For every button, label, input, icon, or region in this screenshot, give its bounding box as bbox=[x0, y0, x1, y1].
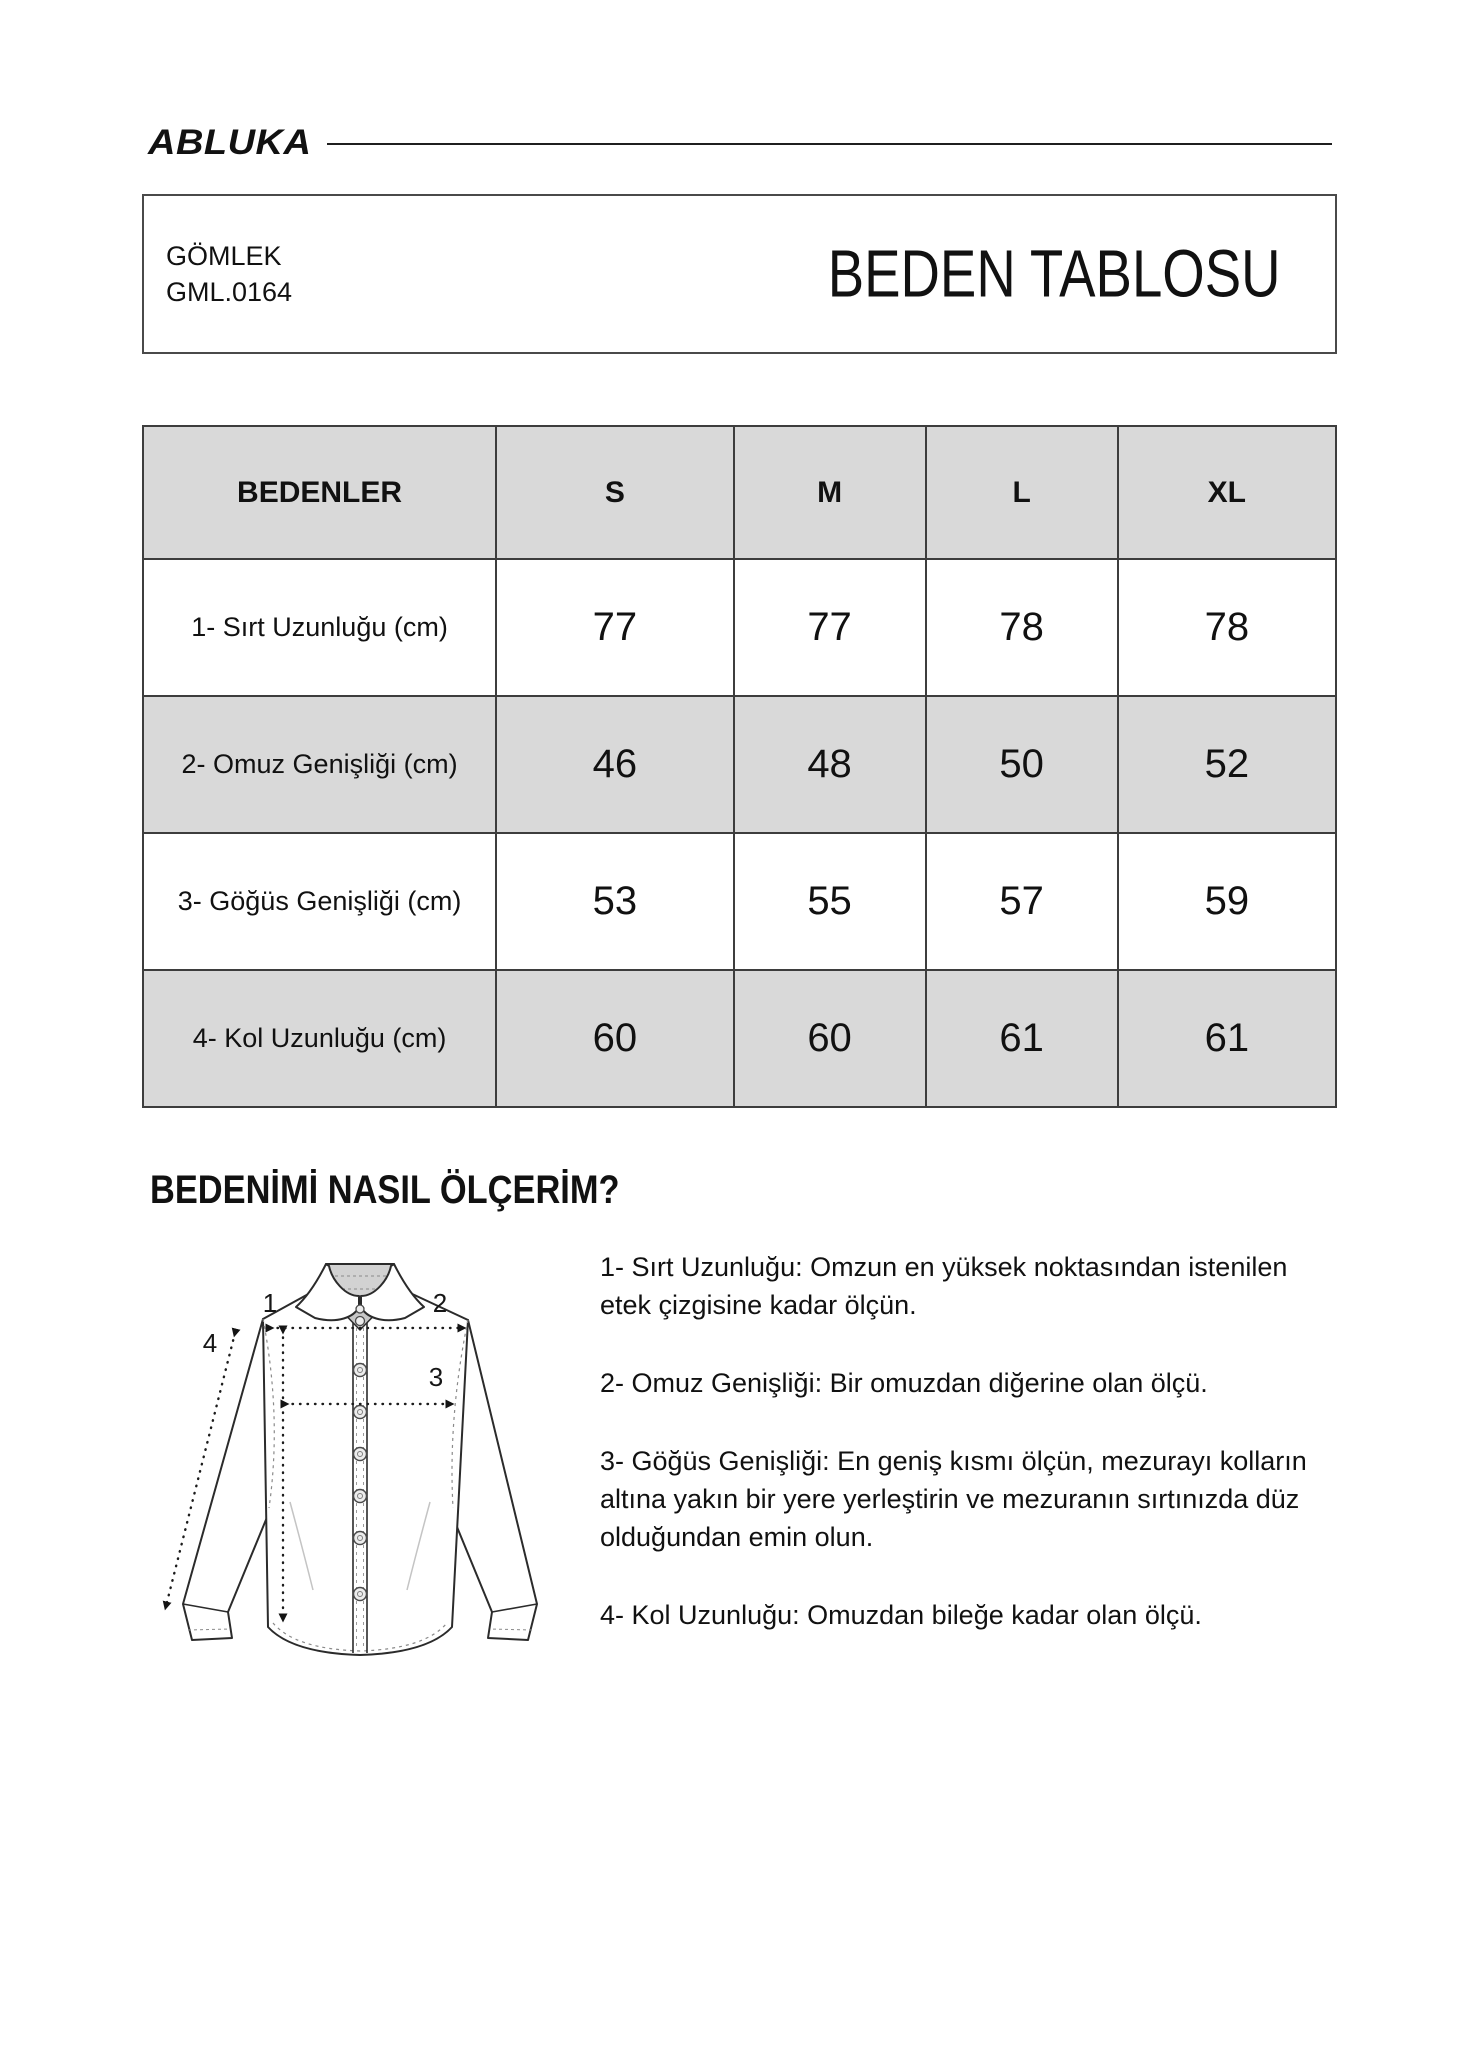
row-label: 4- Kol Uzunluğu (cm) bbox=[143, 970, 496, 1107]
column-header-s: S bbox=[496, 426, 733, 559]
cell-value: 61 bbox=[926, 970, 1118, 1107]
left-sleeve bbox=[183, 1319, 270, 1640]
cell-value: 77 bbox=[496, 559, 733, 696]
table-row-chest-width bbox=[143, 833, 1336, 970]
measurement-instructions bbox=[600, 1248, 1345, 1674]
instruction-chest-width: 3- Göğüs Genişliği: En geniş kısmı ölçün, mezurayı kolların altına yakın bir yere yerleştirin ve mezuranın sırtınızda düz olduğundan emin olun. bbox=[600, 1446, 1307, 1552]
brand-logo: ABLUKA bbox=[148, 123, 312, 163]
cell-value: 77 bbox=[734, 559, 926, 696]
row-label: 2- Omuz Genişliği (cm) bbox=[143, 696, 496, 833]
cell-value: 61 bbox=[1118, 970, 1336, 1107]
shirt-diagram bbox=[140, 1252, 580, 1692]
diagram-label-3: 3 bbox=[428, 1362, 444, 1392]
column-header-sizes: BEDENLER bbox=[143, 426, 496, 559]
product-code: GML.0164 bbox=[166, 277, 293, 307]
cell-value: 46 bbox=[496, 696, 733, 833]
cell-value: 57 bbox=[926, 833, 1118, 970]
column-header-xl: XL bbox=[1118, 426, 1336, 559]
cell-value: 52 bbox=[1118, 696, 1336, 833]
cell-value: 50 bbox=[926, 696, 1118, 833]
cell-value: 55 bbox=[734, 833, 926, 970]
section-heading: BEDENİMİ NASIL ÖLÇERİM? bbox=[150, 1168, 620, 1212]
size-table bbox=[142, 425, 1337, 1108]
cell-value: 78 bbox=[1118, 559, 1336, 696]
table-header-row bbox=[143, 426, 1336, 559]
cell-value: 53 bbox=[496, 833, 733, 970]
instruction-sleeve-length: 4- Kol Uzunluğu: Omuzdan bileğe kadar olan ölçü. bbox=[600, 1600, 1202, 1630]
cell-value: 78 bbox=[926, 559, 1118, 696]
brand-header bbox=[148, 122, 1332, 165]
diagram-label-2: 2 bbox=[432, 1288, 448, 1318]
cell-value: 60 bbox=[734, 970, 926, 1107]
page-title: BEDEN TABLOSU bbox=[828, 236, 1281, 312]
cell-value: 48 bbox=[734, 696, 926, 833]
header-rule bbox=[327, 143, 1332, 145]
instruction-back-length: 1- Sırt Uzunluğu: Omzun en yüksek noktasından istenilen etek çizgisine kadar ölçün. bbox=[600, 1252, 1288, 1320]
table-row-back-length bbox=[143, 559, 1336, 696]
cell-value: 59 bbox=[1118, 833, 1336, 970]
product-name: GÖMLEK bbox=[166, 240, 282, 271]
title-box bbox=[142, 194, 1337, 354]
row-label: 3- Göğüs Genişliği (cm) bbox=[143, 833, 496, 970]
diagram-label-1: 1 bbox=[262, 1288, 278, 1318]
cell-value: 60 bbox=[496, 970, 733, 1107]
column-header-l: L bbox=[926, 426, 1118, 559]
shirt-body bbox=[263, 1292, 468, 1655]
product-block bbox=[166, 238, 292, 311]
column-header-m: M bbox=[734, 426, 926, 559]
table-row-sleeve-length bbox=[143, 970, 1336, 1107]
row-label: 1- Sırt Uzunluğu (cm) bbox=[143, 559, 496, 696]
diagram-label-4: 4 bbox=[202, 1328, 218, 1358]
instruction-shoulder-width: 2- Omuz Genişliği: Bir omuzdan diğerine olan ölçü. bbox=[600, 1368, 1208, 1398]
table-row-shoulder-width bbox=[143, 696, 1336, 833]
